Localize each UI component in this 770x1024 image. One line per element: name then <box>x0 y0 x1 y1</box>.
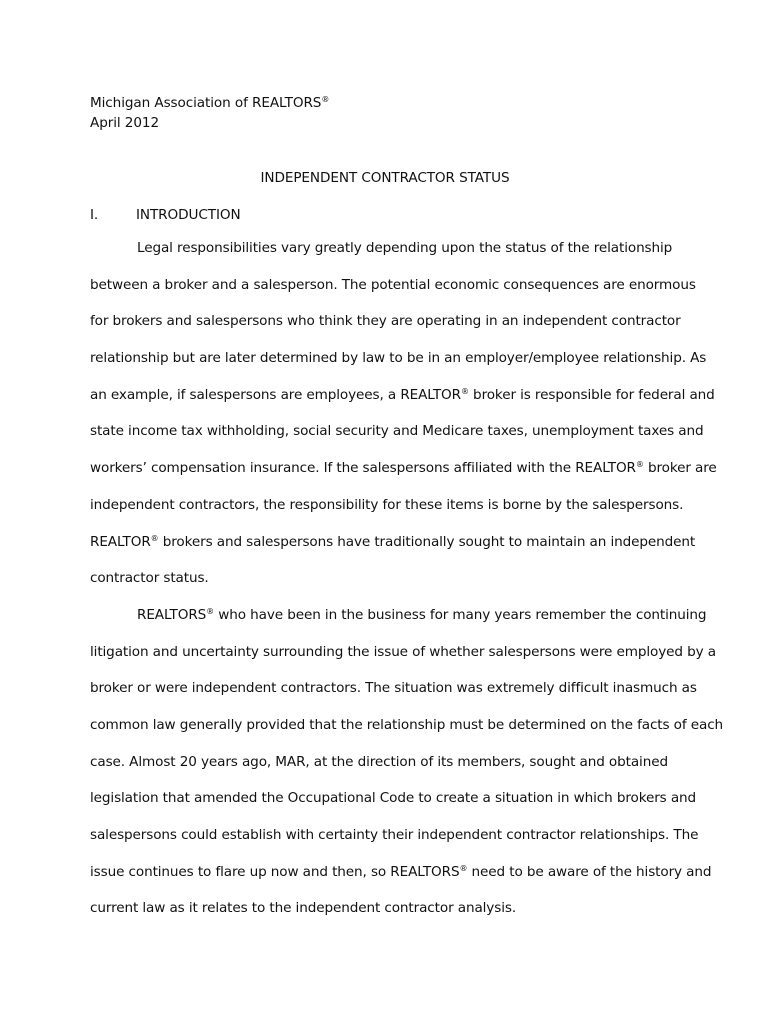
text-line <box>90 752 690 789</box>
text-line-content: workers’ compensation insurance. If the salespersons affiliated with the REALTOR <box>90 460 636 477</box>
text-line <box>90 385 715 422</box>
text-line-content: legislation that amended the Occupational Code to create a situation in which brokers and <box>90 790 697 807</box>
text-line-content: state income tax withholding, social security and Medicare taxes, unemployment taxes and <box>90 423 704 440</box>
text-line-content: litigation and uncertainty surrounding the issue of whether salespersons were employed by a <box>90 643 716 660</box>
text-line <box>90 458 717 495</box>
text-line-content: common law generally provided that the relationship must be determined on the facts of each <box>90 716 724 733</box>
text-line <box>90 862 712 899</box>
text-line <box>90 311 690 348</box>
text-line-content: relationship but are later determined by law to be in an employer/employee relationship. As <box>90 350 707 367</box>
text-line-content: for brokers and salespersons who think they are operating in an independent contractor <box>90 313 681 330</box>
organization-line <box>90 93 329 113</box>
section-heading <box>90 205 241 225</box>
text-line <box>90 898 690 935</box>
text-line <box>90 275 696 312</box>
document-date: April 2012 <box>90 115 159 131</box>
text-line-content: case. Almost 20 years ago, MAR, at the direction of its members, sought and obtained <box>90 753 668 770</box>
registered-mark: ® <box>321 95 330 104</box>
text-line <box>90 421 704 458</box>
text-line <box>90 678 697 715</box>
text-line-content: who have been in the business for many years remember the continuing <box>214 606 707 623</box>
text-line-content: issue continues to flare up now and then, so REALTORS <box>90 863 460 880</box>
text-line-content: brokers and salespersons have traditionally sought to maintain an independent <box>158 533 696 550</box>
text-line <box>90 788 697 825</box>
text-line-content: REALTORS <box>137 606 207 623</box>
text-line-content: current law as it relates to the independent contractor analysis. <box>90 900 517 917</box>
text-line <box>90 348 707 385</box>
text-line <box>90 715 724 752</box>
registered-mark: ® <box>150 533 159 543</box>
text-line-content: broker are <box>643 460 717 477</box>
text-line-content: broker is responsible for federal and <box>468 386 715 403</box>
organization-name: Michigan Association of REALTORS <box>90 95 322 111</box>
text-line <box>90 605 707 642</box>
text-line-content: REALTOR <box>90 533 151 550</box>
registered-mark: ® <box>635 460 644 470</box>
registered-mark: ® <box>460 386 469 396</box>
document-header <box>90 93 329 133</box>
text-line-content: between a broker and a salesperson. The potential economic consequences are enormous <box>90 276 696 293</box>
registered-mark: ® <box>459 863 468 873</box>
text-line-content: Legal responsibilities vary greatly depending upon the status of the relationship <box>137 240 673 256</box>
text-line <box>90 532 696 569</box>
document-title: INDEPENDENT CONTRACTOR STATUS <box>260 170 510 186</box>
text-line-content: independent contractors, the responsibility for these items is borne by the salespersons. <box>90 496 684 513</box>
text-line <box>90 495 690 532</box>
text-line-content: salespersons could establish with certainty their independent contractor relationships. The <box>90 827 699 843</box>
text-line <box>90 238 690 275</box>
text-line <box>90 825 699 862</box>
section-title: INTRODUCTION <box>136 207 241 223</box>
text-line-content: need to be aware of the history and <box>467 863 712 880</box>
text-line <box>90 642 716 679</box>
text-line-content: contractor status. <box>90 570 209 587</box>
body-text <box>90 238 724 935</box>
text-line-content: broker or were independent contractors. The situation was extremely difficult inasmuch as <box>90 680 697 697</box>
registered-mark: ® <box>206 606 215 616</box>
text-line-content: an example, if salespersons are employees, a REALTOR <box>90 386 461 403</box>
section-number: I. <box>90 207 99 223</box>
text-line <box>90 568 690 605</box>
